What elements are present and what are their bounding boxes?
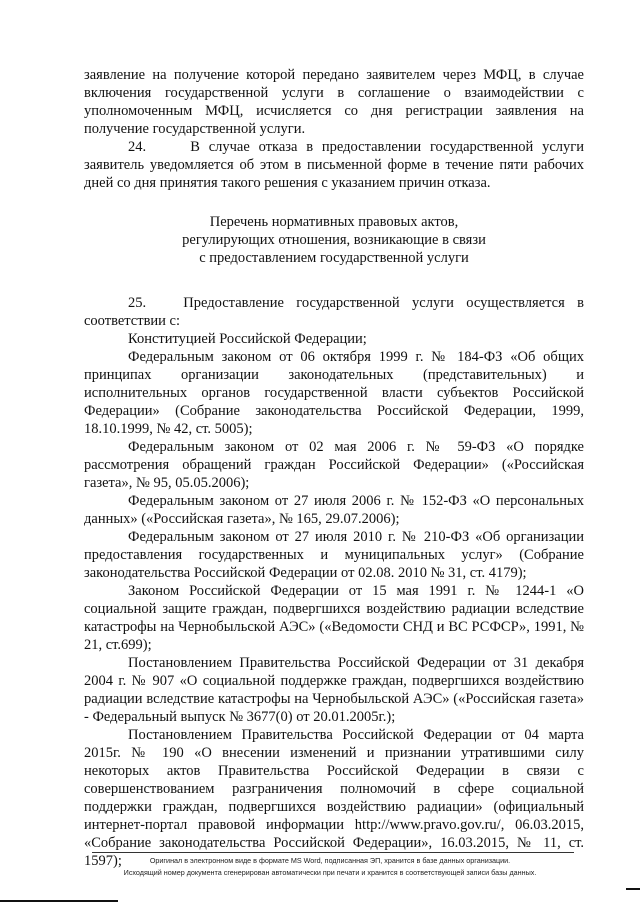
paragraph-continuation: заявление на получение которой передано заявителем через МФЦ, в случае включения государственной услуги в соглашение о взаимодействии с уполномоченным МФЦ, исчисляется со дня регистрации заявления на получение государственной услуги.	[84, 67, 584, 137]
legal-act-190: Постановлением Правительства Российской Федерации от 04 марта 2015г. № 190 «О внесении изменений и признании утратившими силу некоторых актов Правительства Российской Федерации в связи с совершенствованием разграничения полномочий в сфере социальной поддержки граждан, подвергшихся воздействию радиации» (официальный интернет-портал правовой информации http://www.pravo.gov.ru/, 06.03.2015, «Собрание законодательства Российской Федерации», 16.03.2015, № 11, ст. 1597);	[84, 727, 584, 869]
footer-note-original: Оригинал в электронном виде в формате MS Word, подписанная ЭП, хранится в базе данных организации.	[149, 856, 511, 865]
section-heading-line: регулирующих отношения, возникающие в связи	[182, 232, 486, 248]
section-heading	[84, 213, 584, 267]
legal-act-907: Постановлением Правительства Российской Федерации от 31 декабря 2004 г. № 907 «О социальной поддержке граждан, подвергшихся воздействию радиации вследствие катастрофы на Чернобыльской АЭС» («Российская газета» - Федеральный выпуск № 3677(0) от 20.01.2005г.);	[84, 655, 584, 725]
paragraph-25: 25. Предоставление государственной услуги осуществляется в соответствии с:	[84, 295, 584, 329]
scan-edge-mark	[0, 900, 118, 902]
legal-act-59-fz: Федеральным законом от 02 мая 2006 г. № 59-ФЗ «О порядке рассмотрения обращений граждан Российской Федерации» («Российская газета», № 95, 05.05.2006);	[84, 439, 584, 491]
legal-act-184-fz: Федеральным законом от 06 октября 1999 г. № 184-ФЗ «Об общих принципах организации законодательных (представительных) и исполнительных органов государственной власти субъектов Российской Федерации» (Собрание законодательства Российской Федерации, 1999, 18.10.1999, № 42, ст. 5005);	[84, 349, 584, 437]
section-heading-line: Перечень нормативных правовых актов,	[209, 214, 459, 230]
legal-act-1244-1: Законом Российской Федерации от 15 мая 1991 г. № 1244-1 «О социальной защите граждан, подвергшихся воздействию радиации вследствие катастрофы на Чернобыльской АЭС» («Ведомости СНД и ВС РСФСР», 1991, № 21, ст.699);	[84, 583, 584, 653]
scan-edge-mark	[626, 888, 640, 890]
section-heading-line: с предоставлением государственной услуги	[199, 250, 469, 266]
legal-act-210-fz: Федеральным законом от 27 июля 2010 г. № 210-ФЗ «Об организации предоставления государственных и муниципальных услуг» (Собрание законодательства Российской Федерации от 02.08. 2010 № 31, ст. 4179);	[84, 529, 584, 581]
footer-note-number: Исходящий номер документа сгенерирован автоматически при печати и хранится в соответствующей записи базы данных.	[123, 868, 537, 877]
document-body	[84, 66, 584, 870]
legal-act-constitution: Конституцией Российской Федерации;	[128, 331, 367, 347]
footer-divider	[92, 852, 574, 853]
legal-act-152-fz: Федеральным законом от 27 июля 2006 г. № 152-ФЗ «О персональных данных» («Российская газета», № 165, 29.07.2006);	[84, 493, 584, 527]
paragraph-24: 24. В случае отказа в предоставлении государственной услуги заявитель уведомляется об этом в письменной форме в течение пяти рабочих дней со дня принятия такого решения с указанием причин отказа.	[84, 139, 584, 191]
